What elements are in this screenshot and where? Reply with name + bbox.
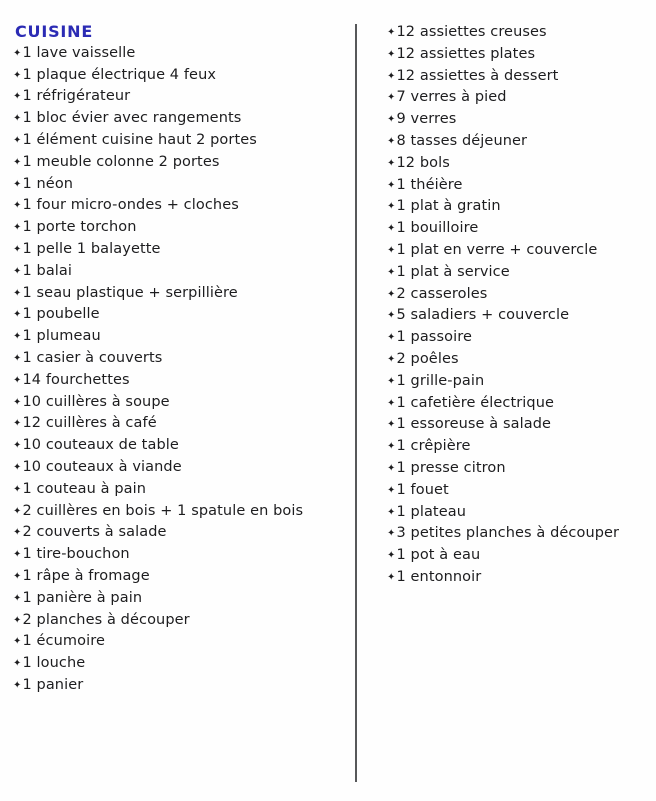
diamond-bullet-icon: ✦ xyxy=(13,679,22,691)
item-text: 2 poêles xyxy=(396,350,459,367)
list-item xyxy=(387,545,649,567)
diamond-bullet-icon: ✦ xyxy=(387,484,396,496)
list-item xyxy=(387,153,649,175)
list-item xyxy=(13,413,348,435)
list-item xyxy=(387,131,649,153)
item-text: 1 balai xyxy=(22,262,73,279)
item-text: 1 théière xyxy=(396,176,463,193)
diamond-bullet-icon: ✦ xyxy=(387,135,396,147)
diamond-bullet-icon: ✦ xyxy=(387,419,396,431)
list-item xyxy=(13,130,348,152)
diamond-bullet-icon: ✦ xyxy=(387,332,396,344)
diamond-bullet-icon: ✦ xyxy=(387,244,396,256)
diamond-bullet-icon: ✦ xyxy=(13,570,22,582)
item-text: 2 casseroles xyxy=(396,285,488,302)
diamond-bullet-icon: ✦ xyxy=(387,70,396,82)
diamond-bullet-icon: ✦ xyxy=(387,441,396,453)
item-text: 1 panière à pain xyxy=(22,589,143,606)
list-item xyxy=(387,349,649,371)
item-text: 1 meuble colonne 2 portes xyxy=(22,153,220,170)
list-item xyxy=(13,152,348,174)
diamond-bullet-icon: ✦ xyxy=(387,288,396,300)
item-text: 1 plat à service xyxy=(396,263,510,280)
diamond-bullet-icon: ✦ xyxy=(13,461,22,473)
diamond-bullet-icon: ✦ xyxy=(387,92,396,104)
item-text: 12 assiettes plates xyxy=(396,45,536,62)
diamond-bullet-icon: ✦ xyxy=(13,418,22,430)
list-item xyxy=(387,305,649,327)
page-title: CUISINE xyxy=(15,22,94,41)
item-text: 1 crêpière xyxy=(396,438,471,455)
item-text: 1 plateau xyxy=(396,503,467,520)
item-text: 2 couverts à salade xyxy=(22,524,167,541)
diamond-bullet-icon: ✦ xyxy=(387,550,396,562)
diamond-bullet-icon: ✦ xyxy=(13,396,22,408)
list-item xyxy=(13,283,348,305)
diamond-bullet-icon: ✦ xyxy=(387,179,396,191)
item-text: 12 assiettes creuses xyxy=(396,24,547,40)
item-text: 8 tasses déjeuner xyxy=(396,132,528,149)
item-text: 1 lave vaisselle xyxy=(22,44,136,61)
list-item xyxy=(13,86,348,108)
list-item xyxy=(13,108,348,130)
diamond-bullet-icon: ✦ xyxy=(387,114,396,126)
item-text: 1 passoire xyxy=(396,329,472,346)
list-item xyxy=(13,65,348,87)
diamond-bullet-icon: ✦ xyxy=(387,506,396,518)
item-text: 1 pot à eau xyxy=(396,547,481,564)
list-item xyxy=(13,653,348,675)
item-text: 12 assiettes à dessert xyxy=(396,67,559,84)
list-item xyxy=(13,392,348,414)
list-item xyxy=(387,284,649,306)
item-text: 1 néon xyxy=(22,175,74,192)
diamond-bullet-icon: ✦ xyxy=(387,397,396,409)
list-item xyxy=(387,109,649,131)
diamond-bullet-icon: ✦ xyxy=(387,528,396,540)
diamond-bullet-icon: ✦ xyxy=(13,265,22,277)
list-item xyxy=(387,175,649,197)
item-text: 1 couteau à pain xyxy=(22,480,147,497)
diamond-bullet-icon: ✦ xyxy=(13,527,22,539)
list-item xyxy=(13,174,348,196)
diamond-bullet-icon: ✦ xyxy=(13,156,22,168)
item-text: 2 planches à découper xyxy=(22,611,190,628)
list-item xyxy=(13,631,348,653)
list-item xyxy=(13,348,348,370)
list-item xyxy=(387,371,649,393)
diamond-bullet-icon: ✦ xyxy=(13,614,22,626)
item-text: 1 grille-pain xyxy=(396,372,485,389)
list-item xyxy=(13,304,348,326)
list-item xyxy=(387,480,649,502)
item-text: 2 cuillères en bois + 1 spatule en bois xyxy=(22,502,304,519)
item-text: 12 bols xyxy=(396,154,450,171)
diamond-bullet-icon: ✦ xyxy=(13,243,22,255)
diamond-bullet-icon: ✦ xyxy=(387,223,396,235)
list-item xyxy=(13,195,348,217)
list-item xyxy=(13,544,348,566)
item-text: 1 panier xyxy=(22,676,84,693)
list-item xyxy=(13,566,348,588)
list-item xyxy=(13,261,348,283)
item-text: 1 écumoire xyxy=(22,633,105,650)
list-item xyxy=(13,610,348,632)
item-text: 1 plat à gratin xyxy=(396,198,501,215)
item-text: 9 verres xyxy=(396,111,457,128)
diamond-bullet-icon: ✦ xyxy=(387,571,396,583)
diamond-bullet-icon: ✦ xyxy=(13,505,22,517)
list-item xyxy=(387,240,649,262)
list-item xyxy=(387,436,649,458)
item-text: 1 plaque électrique 4 feux xyxy=(22,66,217,83)
list-item xyxy=(13,43,348,65)
list-item xyxy=(387,87,649,109)
list-item xyxy=(387,66,649,88)
right-item-list xyxy=(387,22,649,589)
list-item xyxy=(13,588,348,610)
diamond-bullet-icon: ✦ xyxy=(13,352,22,364)
item-text: 10 couteaux à viande xyxy=(22,458,182,475)
item-text: 1 casier à couverts xyxy=(22,349,163,366)
item-text: 5 saladiers + couvercle xyxy=(396,307,570,324)
item-text: 1 entonnoir xyxy=(396,568,482,585)
column-divider xyxy=(355,24,357,782)
list-item xyxy=(13,501,348,523)
item-text: 1 presse citron xyxy=(396,459,506,476)
item-text: 12 cuillères à café xyxy=(22,415,157,432)
item-text: 1 râpe à fromage xyxy=(22,567,150,584)
diamond-bullet-icon: ✦ xyxy=(13,309,22,321)
list-item xyxy=(387,458,649,480)
list-item xyxy=(387,393,649,415)
list-item xyxy=(387,567,649,589)
item-text: 7 verres à pied xyxy=(396,89,507,106)
left-column xyxy=(13,22,348,697)
diamond-bullet-icon: ✦ xyxy=(13,113,22,125)
right-column xyxy=(387,22,649,589)
left-item-list xyxy=(13,43,348,697)
item-text: 1 bouilloire xyxy=(396,220,479,237)
list-item xyxy=(13,479,348,501)
item-text: 1 tire-bouchon xyxy=(22,546,130,563)
item-text: 1 four micro-ondes + cloches xyxy=(22,197,239,214)
item-text: 1 plat en verre + couvercle xyxy=(396,241,598,258)
diamond-bullet-icon: ✦ xyxy=(13,47,22,59)
list-item xyxy=(387,523,649,545)
diamond-bullet-icon: ✦ xyxy=(13,374,22,386)
item-text: 1 louche xyxy=(22,655,86,672)
item-text: 1 essoreuse à salade xyxy=(396,416,552,433)
item-text: 1 pelle 1 balayette xyxy=(22,240,161,257)
item-text: 10 couteaux de table xyxy=(22,437,179,454)
item-text: 1 porte torchon xyxy=(22,219,137,236)
list-item xyxy=(13,370,348,392)
item-text: 1 réfrigérateur xyxy=(22,88,131,105)
diamond-bullet-icon: ✦ xyxy=(13,636,22,648)
list-item xyxy=(13,217,348,239)
item-text: 1 poubelle xyxy=(22,306,100,323)
diamond-bullet-icon: ✦ xyxy=(13,200,22,212)
diamond-bullet-icon: ✦ xyxy=(13,69,22,81)
diamond-bullet-icon: ✦ xyxy=(387,48,396,60)
list-item xyxy=(13,435,348,457)
diamond-bullet-icon: ✦ xyxy=(13,222,22,234)
diamond-bullet-icon: ✦ xyxy=(13,331,22,343)
diamond-bullet-icon: ✦ xyxy=(13,134,22,146)
diamond-bullet-icon: ✦ xyxy=(387,462,396,474)
diamond-bullet-icon: ✦ xyxy=(387,201,396,213)
item-text: 14 fourchettes xyxy=(22,371,130,388)
diamond-bullet-icon: ✦ xyxy=(387,375,396,387)
list-item xyxy=(13,239,348,261)
item-text: 1 fouet xyxy=(396,481,449,498)
item-text: 1 bloc évier avec rangements xyxy=(22,110,242,127)
diamond-bullet-icon: ✦ xyxy=(387,353,396,365)
diamond-bullet-icon: ✦ xyxy=(387,27,396,38)
diamond-bullet-icon: ✦ xyxy=(13,287,22,299)
list-item xyxy=(387,327,649,349)
diamond-bullet-icon: ✦ xyxy=(387,266,396,278)
item-text: 3 petites planches à découper xyxy=(396,525,620,542)
diamond-bullet-icon: ✦ xyxy=(387,310,396,322)
diamond-bullet-icon: ✦ xyxy=(13,658,22,670)
item-text: 1 seau plastique + serpillière xyxy=(22,284,238,301)
list-item xyxy=(387,262,649,284)
item-text: 1 cafetière électrique xyxy=(396,394,555,411)
diamond-bullet-icon: ✦ xyxy=(13,483,22,495)
item-text: 1 plumeau xyxy=(22,328,101,345)
diamond-bullet-icon: ✦ xyxy=(13,549,22,561)
list-item xyxy=(387,44,649,66)
diamond-bullet-icon: ✦ xyxy=(387,157,396,169)
diamond-bullet-icon: ✦ xyxy=(13,592,22,604)
diamond-bullet-icon: ✦ xyxy=(13,91,22,103)
list-item xyxy=(387,502,649,524)
list-item xyxy=(13,522,348,544)
list-item xyxy=(387,218,649,240)
list-item xyxy=(387,22,649,44)
diamond-bullet-icon: ✦ xyxy=(13,178,22,190)
list-item xyxy=(13,326,348,348)
list-item xyxy=(387,196,649,218)
diamond-bullet-icon: ✦ xyxy=(13,440,22,452)
list-item xyxy=(13,675,348,697)
item-text: 1 élément cuisine haut 2 portes xyxy=(22,131,257,148)
list-item xyxy=(13,457,348,479)
item-text: 10 cuillères à soupe xyxy=(22,393,170,410)
list-item xyxy=(387,414,649,436)
